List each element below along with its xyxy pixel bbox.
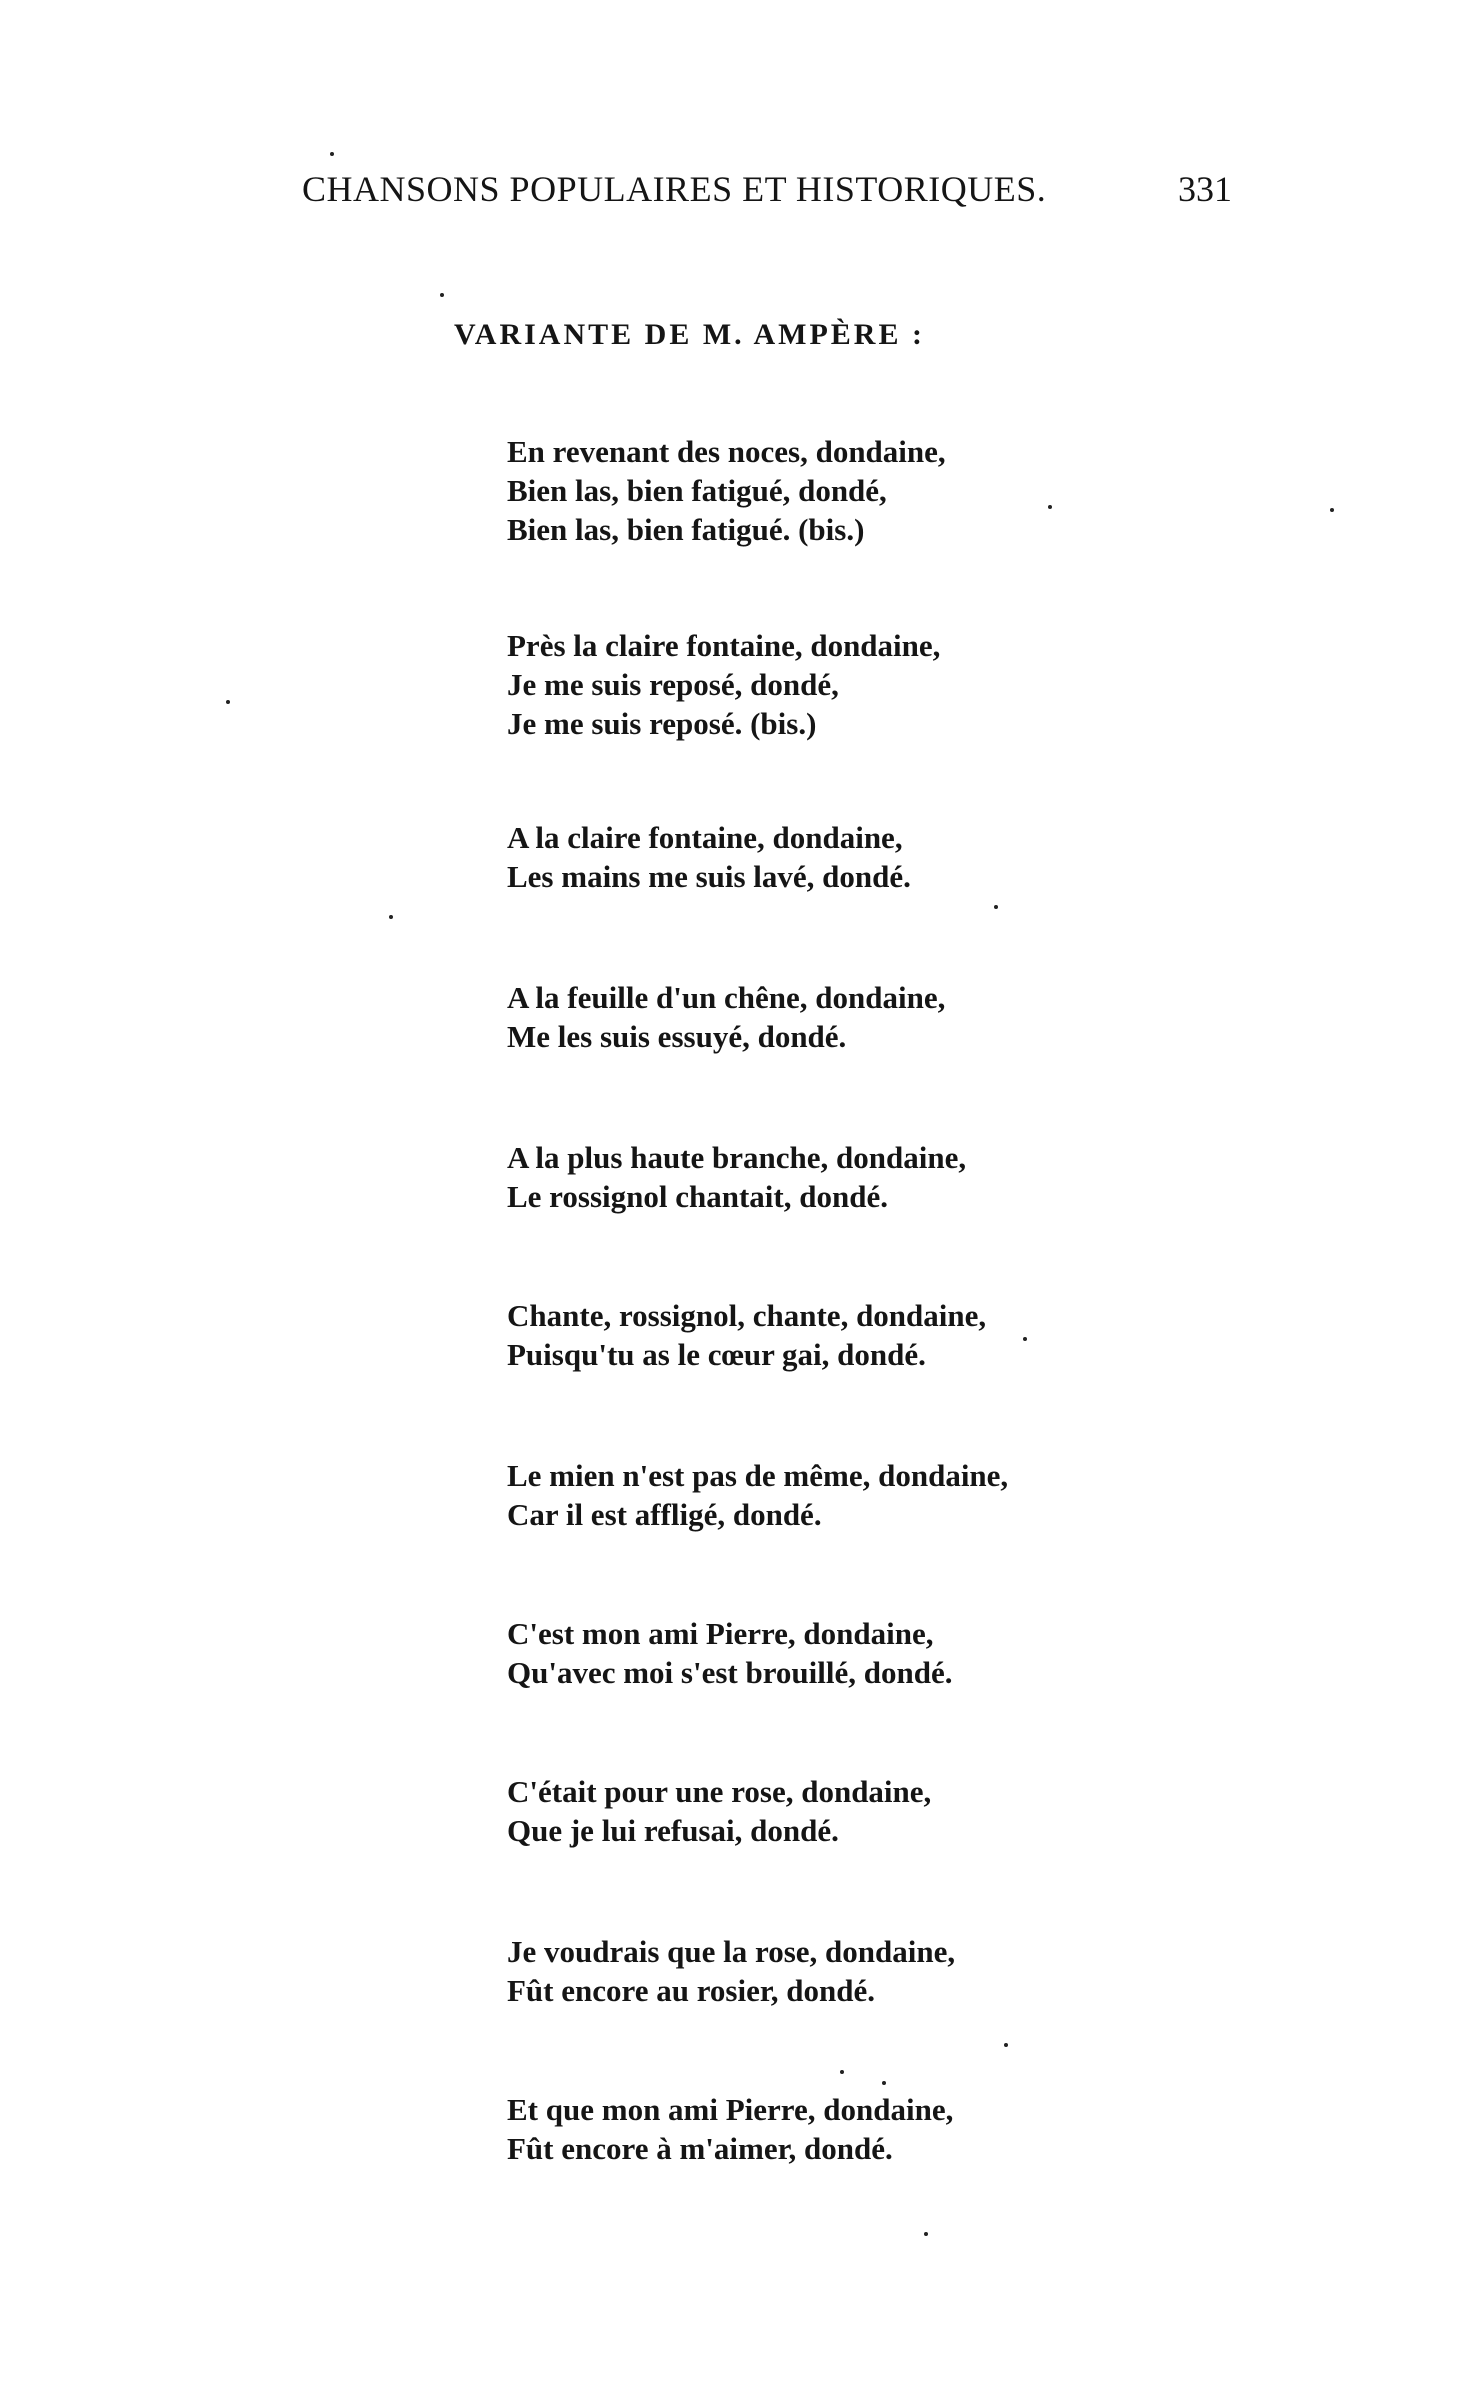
stanza-3 [507,818,1207,896]
poem-line: A la claire fontaine, dondaine, [507,820,903,855]
poem-line: Fût encore à m'aimer, dondé. [507,2131,893,2166]
scan-speck [330,152,334,156]
poem-line: Et que mon ami Pierre, dondaine, [507,2092,954,2127]
scan-speck [1330,508,1334,512]
poem-line: Je voudrais que la rose, dondaine, [507,1934,956,1969]
section-heading: VARIANTE DE M. AMPÈRE : [454,318,925,351]
poem-line: Fût encore au rosier, dondé. [507,1973,875,2008]
scan-speck [1023,1337,1027,1341]
poem-line: A la feuille d'un chêne, dondaine, [507,980,946,1015]
poem-line: C'était pour une rose, dondaine, [507,1774,932,1809]
page-number: 331 [1178,169,1232,209]
stanza-10 [507,1932,1207,2010]
poem-line: Me les suis essuyé, dondé. [507,1019,847,1054]
poem-line: Car il est affligé, dondé. [507,1497,822,1532]
poem-line: Que je lui refusai, dondé. [507,1813,839,1848]
running-title: CHANSONS POPULAIRES ET HISTORIQUES. [302,169,1047,209]
poem-line: Puisqu'tu as le cœur gai, dondé. [507,1337,926,1372]
scan-speck [994,905,998,909]
running-head [302,168,1232,216]
scan-speck [1048,505,1052,509]
stanza-1 [507,432,1207,549]
stanza-7 [507,1456,1207,1534]
scan-speck [389,915,393,919]
poem-line: Près la claire fontaine, dondaine, [507,628,941,663]
scan-speck [226,700,230,704]
poem-line: Le mien n'est pas de même, dondaine, [507,1458,1009,1493]
poem-line: Le rossignol chantait, dondé. [507,1179,888,1214]
poem-line: C'est mon ami Pierre, dondaine, [507,1616,934,1651]
scan-speck [840,2070,844,2074]
poem-line: Je me suis reposé. (bis.) [507,706,817,741]
scan-speck [924,2232,928,2236]
poem-line: Bien las, bien fatigué. (bis.) [507,512,865,547]
stanza-11 [507,2090,1207,2168]
poem-line: Les mains me suis lavé, dondé. [507,859,911,894]
poem-line: A la plus haute branche, dondaine, [507,1140,967,1175]
scan-speck [1004,2043,1008,2047]
stanza-8 [507,1614,1207,1692]
poem-line: En revenant des noces, dondaine, [507,434,946,469]
poem-line: Je me suis reposé, dondé, [507,667,839,702]
stanza-6 [507,1296,1207,1374]
stanza-5 [507,1138,1207,1216]
stanza-4 [507,978,1207,1056]
poem-line: Chante, rossignol, chante, dondaine, [507,1298,987,1333]
poem-line: Qu'avec moi s'est brouillé, dondé. [507,1655,953,1690]
scan-speck [882,2081,886,2085]
stanza-2 [507,626,1207,743]
scan-speck [440,293,444,297]
stanza-9 [507,1772,1207,1850]
poem-line: Bien las, bien fatigué, dondé, [507,473,887,508]
